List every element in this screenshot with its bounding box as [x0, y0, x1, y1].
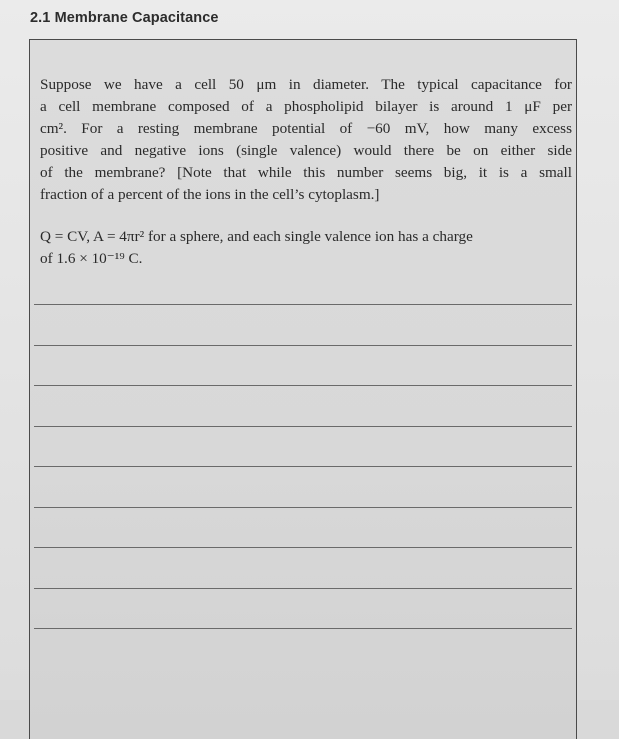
answer-line[interactable]: [34, 304, 572, 305]
problem-line: Suppose we have a cell 50 μm in diameter. The typical capacitance for: [40, 76, 572, 93]
answer-line[interactable]: [34, 426, 572, 427]
problem-line: positive and negative ions (single valence) would there be on either side: [40, 142, 572, 159]
problem-line: cm². For a resting membrane potential of −60 mV, how many excess: [40, 120, 572, 137]
answer-line[interactable]: [34, 628, 572, 629]
answer-line[interactable]: [34, 345, 572, 346]
formula-line: Q = CV, A = 4πr² for a sphere, and each single valence ion has a charge: [40, 228, 473, 245]
problem-line: fraction of a percent of the ions in the cell’s cytoplasm.]: [40, 186, 380, 203]
formula-line: of 1.6 × 10⁻¹⁹ C.: [40, 250, 143, 267]
problem-line: of the membrane? [Note that while this number seems big, it is a small: [40, 164, 572, 181]
answer-line[interactable]: [34, 507, 572, 508]
answer-area[interactable]: [34, 0, 572, 700]
answer-line[interactable]: [34, 588, 572, 589]
section-heading: 2.1 Membrane Capacitance: [30, 10, 219, 26]
answer-line[interactable]: [34, 547, 572, 548]
problem-line: a cell membrane composed of a phospholipid bilayer is around 1 μF per: [40, 98, 572, 115]
answer-line[interactable]: [34, 466, 572, 467]
answer-line[interactable]: [34, 385, 572, 386]
